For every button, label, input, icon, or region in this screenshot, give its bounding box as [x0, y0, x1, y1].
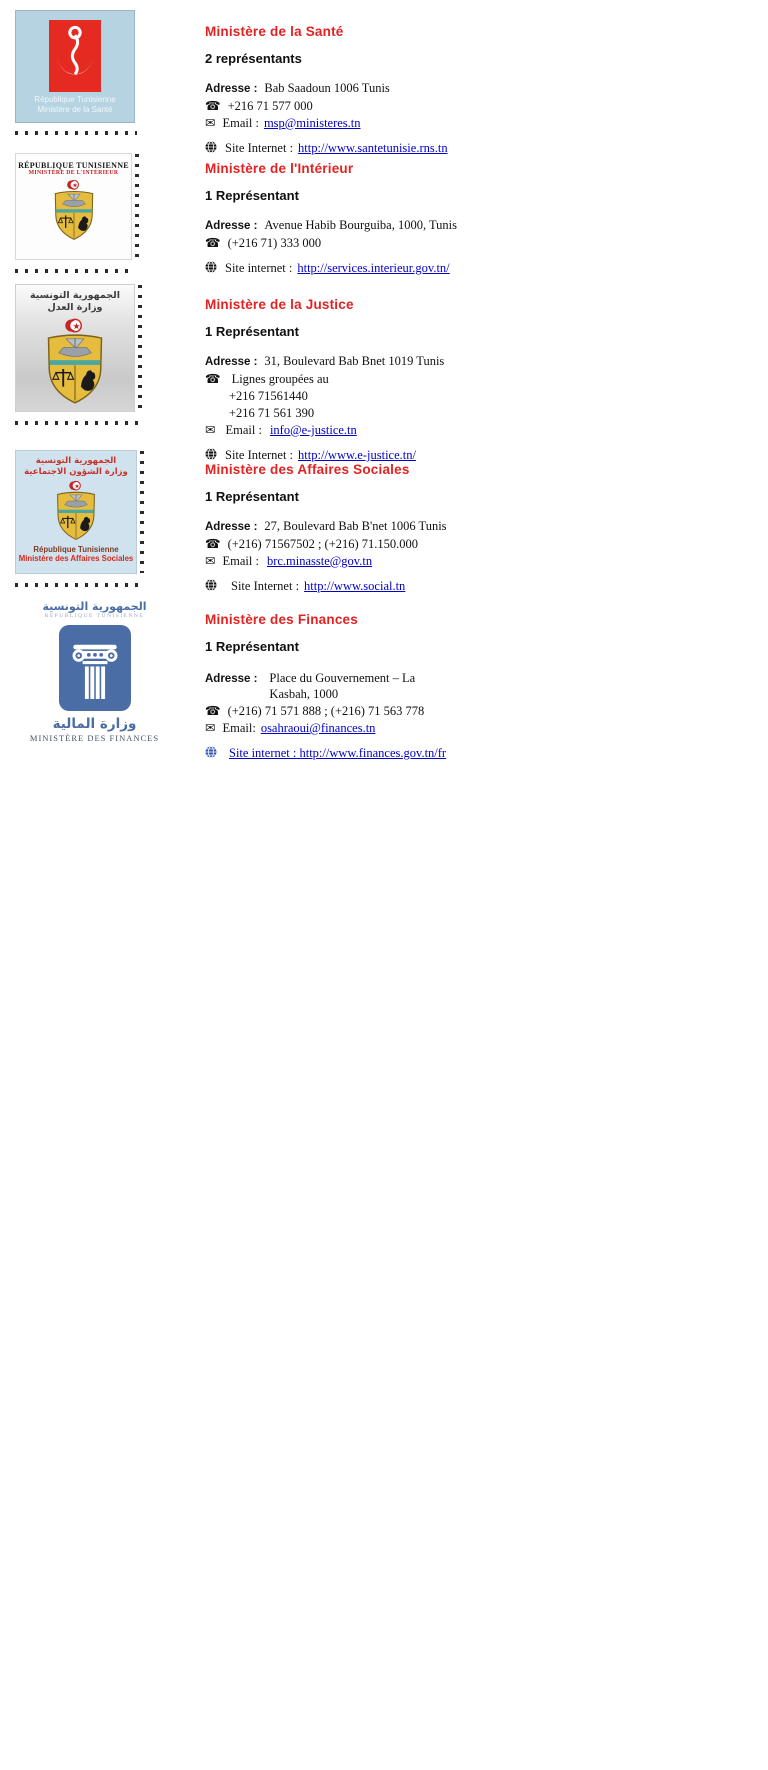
- site-link[interactable]: http://services.interieur.gov.tn/: [297, 260, 450, 275]
- phone-value: (+216 71) 333 000: [227, 235, 322, 250]
- logo-arabic-bottom: وزارة المالية: [52, 716, 137, 732]
- email-icon: ✉: [205, 552, 216, 568]
- phone-value: +216 71 561 390: [229, 405, 315, 420]
- phone-icon: ☎: [205, 97, 221, 113]
- column-emblem: [59, 625, 131, 711]
- stamp-caption: Ministère des Affaires Sociales: [18, 554, 134, 564]
- address-value: Avenue Habib Bourguiba, 1000, Tunis: [264, 218, 458, 232]
- stamp-sante: [15, 10, 135, 123]
- site-link[interactable]: Site internet : http://www.finances.gov.tn/fr: [229, 746, 447, 760]
- stamp-affaires-sociales: [15, 450, 137, 574]
- phone-value: (+216) 71 571 888 ; (+216) 71 563 778: [227, 704, 425, 718]
- ministry-section-affaires-sociales: [0, 450, 545, 595]
- site-label: Site Internet :: [225, 140, 294, 155]
- address-label: Adresse :: [205, 521, 258, 533]
- email-icon: ✉: [205, 720, 216, 735]
- phone-icon: ☎: [205, 370, 221, 386]
- site-link[interactable]: http://www.e-justice.tn/: [298, 447, 416, 462]
- ministry-title: Ministère des Affaires Sociales: [205, 462, 410, 477]
- coat-of-arms: [37, 316, 113, 408]
- ministry-section-justice: [0, 284, 545, 464]
- coat-of-arms: [48, 178, 100, 243]
- stamp-caption: République Tunisienne: [33, 545, 119, 555]
- globe-icon: [205, 141, 217, 153]
- email-link[interactable]: msp@ministeres.tn: [263, 115, 361, 130]
- ministry-section-interieur: [0, 153, 545, 277]
- address-label: Adresse :: [205, 220, 258, 232]
- phone-icon: ☎: [205, 234, 221, 250]
- address-label: Adresse :: [205, 83, 258, 95]
- email-link[interactable]: info@e-justice.tn: [269, 422, 357, 437]
- site-label: Site Internet :: [225, 447, 294, 462]
- stamp-arabic-title: الجمهورية التونسية وزارة العدل: [30, 290, 120, 313]
- logo-latin-top: RÉPUBLIQUE TUNISIENNE: [44, 613, 145, 619]
- phone-icon: ☎: [205, 535, 221, 551]
- globe-icon: [205, 579, 217, 591]
- representative-count: 1 Représentant: [205, 188, 299, 203]
- email-label: Email :: [222, 553, 259, 568]
- email-icon: ✉: [205, 114, 216, 130]
- email-link[interactable]: brc.minasste@gov.tn: [266, 553, 373, 568]
- stamp-perforation: [15, 131, 137, 135]
- email-link[interactable]: osahraoui@finances.tn: [260, 721, 376, 735]
- representative-count: 1 Représentant: [205, 639, 299, 654]
- stamp-perforation: [15, 583, 141, 587]
- address-label: Adresse :: [205, 673, 258, 685]
- representative-count: 1 Représentant: [205, 324, 299, 339]
- globe-icon: [205, 746, 217, 758]
- stamp-perforation: [135, 154, 139, 259]
- globe-icon: [205, 261, 217, 273]
- logo-arabic-top: الجمهورية التونسية: [42, 600, 147, 613]
- email-label: Email :: [225, 422, 262, 437]
- stamp-perforation: [15, 269, 135, 273]
- address-value: 31, Boulevard Bab Bnet 1019 Tunis: [264, 354, 445, 368]
- ministry-title: Ministère des Finances: [205, 612, 358, 627]
- ministry-title: Ministère de la Justice: [205, 297, 354, 312]
- address-value: Place du Gouvernement – La Kasbah, 1000: [269, 671, 416, 701]
- ministry-section-finances: [0, 600, 545, 762]
- phone-value: (+216) 71567502 ; (+216) 71.150.000: [227, 536, 419, 551]
- phone-icon: ☎: [205, 703, 221, 718]
- ministry-title: Ministère de la Santé: [205, 24, 344, 39]
- address-value: 27, Boulevard Bab B'net 1006 Tunis: [264, 519, 447, 533]
- address-label: Adresse :: [205, 356, 258, 368]
- logo-latin-bottom: MINISTÈRE DES FINANCES: [29, 733, 160, 743]
- stamp-subheader: MINISTÈRE DE L'INTÉRIEUR: [28, 170, 119, 176]
- email-label: Email :: [222, 115, 259, 130]
- site-label: Site Internet :: [231, 578, 300, 593]
- stamp-caption: République Tunisienne Ministère de la Santé: [34, 95, 116, 114]
- ministry-section-sante: [0, 10, 545, 157]
- site-label: Site internet :: [225, 260, 293, 275]
- email-icon: ✉: [205, 421, 216, 437]
- stamp-interieur: [15, 153, 132, 260]
- stamp-arabic-title: الجمهورية التونسية وزارة الشؤون الاجتماعية: [24, 456, 128, 478]
- representative-count: 1 Représentant: [205, 489, 299, 504]
- site-link[interactable]: http://www.santetunisie.rns.tn: [298, 140, 448, 155]
- stamp-justice: [15, 284, 135, 412]
- stamp-perforation: [138, 285, 142, 411]
- site-link[interactable]: http://www.social.tn: [304, 578, 406, 593]
- phone-intro: Lignes groupées au: [231, 371, 329, 386]
- logo-finances: [12, 600, 177, 743]
- stamp-perforation: [140, 451, 144, 573]
- health-emblem: [49, 20, 101, 92]
- stamp-header: RÉPUBLIQUE TUNISIENNE: [18, 161, 129, 170]
- phone-value: +216 71 577 000: [227, 98, 313, 113]
- phone-value: +216 71561440: [229, 388, 308, 403]
- stamp-perforation: [15, 421, 139, 425]
- representative-count: 2 représentants: [205, 51, 302, 66]
- ministry-title: Ministère de l'Intérieur: [205, 161, 354, 176]
- coat-of-arms: [50, 479, 102, 543]
- address-value: Bab Saadoun 1006 Tunis: [264, 81, 390, 95]
- email-label: Email:: [222, 721, 256, 735]
